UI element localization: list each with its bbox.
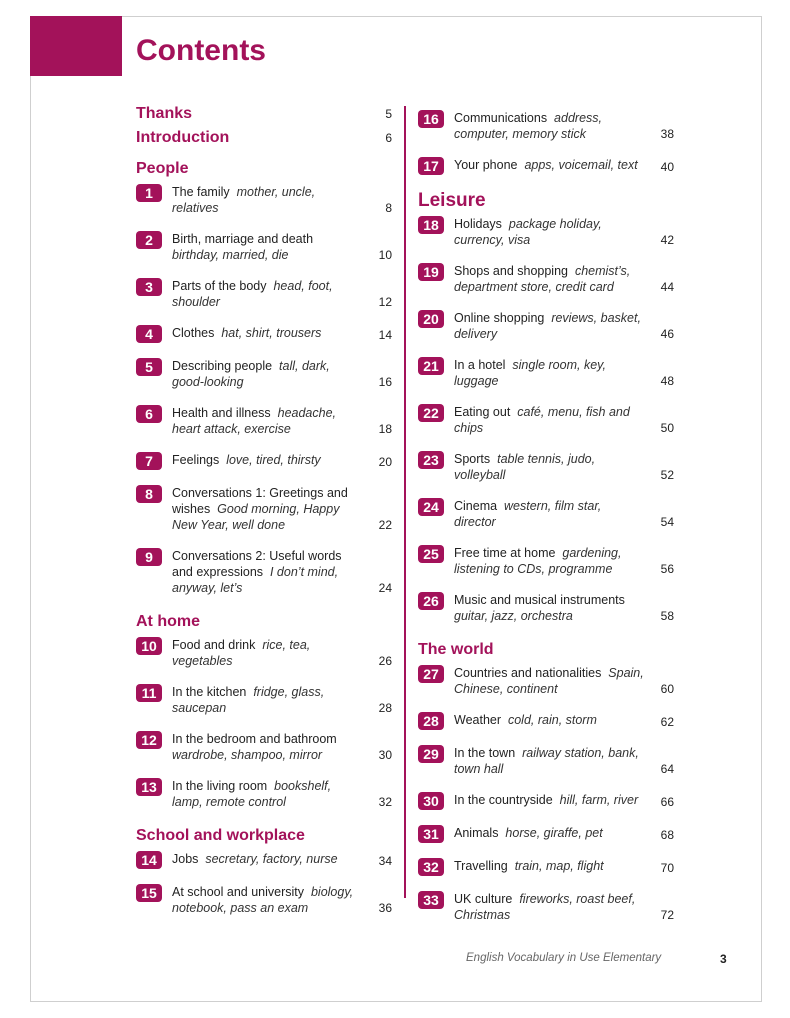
- unit-description: [454, 263, 674, 295]
- unit-title: In the living room: [172, 779, 268, 793]
- unit-keywords: railway station, bank, town hall: [454, 746, 639, 776]
- unit-list-people: [136, 184, 392, 596]
- unit-number-badge: 33: [418, 891, 444, 909]
- contents-item-introduction[interactable]: Introduction 6: [136, 129, 392, 146]
- unit-description: [172, 184, 392, 216]
- unit-number-badge: 29: [418, 745, 444, 763]
- unit-number-badge: 31: [418, 825, 444, 843]
- unit-description: [454, 545, 674, 577]
- unit-page-number: 12: [378, 295, 392, 309]
- unit-number-badge: 3: [136, 278, 162, 296]
- unit-number-badge: 5: [136, 358, 162, 376]
- unit-keywords: chemist’s, department store, credit card: [454, 264, 631, 294]
- unit-keywords: western, film star, director: [454, 499, 602, 529]
- unit-list-leisure: [418, 216, 674, 624]
- contents-unit-5[interactable]: [136, 358, 392, 390]
- unit-page-number: 48: [660, 374, 674, 388]
- unit-number-badge: 30: [418, 792, 444, 810]
- contents-unit-29[interactable]: [418, 745, 674, 777]
- contents-unit-12[interactable]: [136, 731, 392, 763]
- contents-unit-21[interactable]: [418, 357, 674, 389]
- unit-description: [172, 548, 392, 596]
- unit-keywords: horse, giraffe, pet: [505, 826, 603, 840]
- unit-keywords: bookshelf, lamp, remote control: [172, 779, 332, 809]
- contents-unit-16[interactable]: [418, 110, 674, 142]
- unit-description: [172, 778, 392, 810]
- contents-unit-33[interactable]: [418, 891, 674, 923]
- contents-unit-18[interactable]: [418, 216, 674, 248]
- unit-page-number: 66: [660, 795, 674, 809]
- unit-page-number: 8: [385, 201, 392, 215]
- unit-keywords: rice, tea, vegetables: [172, 638, 311, 668]
- unit-title: Travelling: [454, 859, 508, 873]
- unit-number-badge: 26: [418, 592, 444, 610]
- unit-description: [454, 451, 674, 483]
- unit-description: [172, 325, 392, 343]
- unit-description: [172, 485, 392, 533]
- contents-unit-31[interactable]: [418, 825, 674, 843]
- unit-description: [454, 592, 674, 624]
- unit-page-number: 16: [378, 375, 392, 389]
- unit-keywords: café, menu, fish and chips: [454, 405, 630, 435]
- unit-description: [172, 684, 392, 716]
- unit-description: [172, 405, 392, 437]
- contents-item-thanks[interactable]: Thanks 5: [136, 105, 392, 122]
- unit-title: Eating out: [454, 405, 511, 419]
- unit-description: [172, 278, 392, 310]
- unit-keywords: table tennis, judo, volleyball: [454, 452, 596, 482]
- unit-page-number: 64: [660, 762, 674, 776]
- unit-keywords: address, computer, memory stick: [454, 111, 602, 141]
- contents-unit-22[interactable]: [418, 404, 674, 436]
- unit-keywords: head, foot, shoulder: [172, 279, 333, 309]
- unit-keywords: tall, dark, good-looking: [172, 359, 330, 389]
- unit-number-badge: 32: [418, 858, 444, 876]
- intro-list: [136, 102, 392, 150]
- unit-number-badge: 13: [136, 778, 162, 796]
- unit-title: Conversations 2: Useful words and expressions: [172, 549, 342, 579]
- contents-unit-19[interactable]: [418, 263, 674, 295]
- unit-description: [454, 891, 674, 923]
- unit-page-number: 10: [378, 248, 392, 262]
- section-heading-at-home: At home: [136, 613, 200, 630]
- unit-title: Birth, marriage and death: [172, 232, 314, 246]
- unit-description: [454, 792, 674, 810]
- unit-description: [454, 745, 674, 777]
- contents-unit-32[interactable]: [418, 858, 674, 876]
- unit-list-school-and-workplace: [136, 851, 392, 916]
- unit-title: Online shopping: [454, 311, 545, 325]
- contents-unit-17[interactable]: [418, 157, 674, 175]
- corner-tab: [30, 16, 122, 76]
- unit-description: [454, 310, 674, 342]
- unit-description: [454, 110, 674, 142]
- unit-description: [454, 216, 674, 248]
- unit-title: The family: [172, 185, 230, 199]
- unit-page-number: 18: [378, 422, 392, 436]
- footer-book-title: English Vocabulary in Use Elementary: [466, 952, 662, 964]
- contents-unit-15[interactable]: [136, 884, 392, 916]
- unit-description: [172, 851, 392, 869]
- unit-number-badge: 15: [136, 884, 162, 902]
- unit-keywords: birthday, married, die: [172, 248, 289, 262]
- contents-unit-23[interactable]: [418, 451, 674, 483]
- unit-list-people-continued: [418, 110, 674, 175]
- unit-number-badge: 7: [136, 452, 162, 470]
- unit-title: In the countryside: [454, 793, 553, 807]
- unit-title: Describing people: [172, 359, 273, 373]
- unit-title: In a hotel: [454, 358, 506, 372]
- unit-page-number: 24: [378, 581, 392, 595]
- contents-unit-14[interactable]: [136, 851, 392, 869]
- unit-title: At school and university: [172, 885, 305, 899]
- unit-keywords: hill, farm, river: [559, 793, 639, 807]
- contents-unit-27[interactable]: [418, 665, 674, 697]
- contents-unit-6[interactable]: [136, 405, 392, 437]
- unit-description: [172, 884, 392, 916]
- unit-number-badge: 21: [418, 357, 444, 375]
- unit-keywords: headache, heart attack, exercise: [172, 406, 337, 436]
- unit-title: Animals: [454, 826, 499, 840]
- unit-number-badge: 14: [136, 851, 162, 869]
- contents-unit-1[interactable]: [136, 184, 392, 216]
- unit-page-number: 46: [660, 327, 674, 341]
- unit-description: [172, 731, 392, 763]
- unit-keywords: secretary, factory, nurse: [205, 852, 338, 866]
- unit-page-number: 72: [660, 908, 674, 922]
- unit-page-number: 38: [660, 127, 674, 141]
- unit-number-badge: 25: [418, 545, 444, 563]
- unit-number-badge: 27: [418, 665, 444, 683]
- unit-page-number: 26: [378, 654, 392, 668]
- unit-title: Clothes: [172, 326, 215, 340]
- column-divider: [404, 106, 406, 898]
- unit-page-number: 44: [660, 280, 674, 294]
- contents-right-column: [418, 102, 674, 938]
- unit-title: Shops and shopping: [454, 264, 568, 278]
- unit-page-number: 50: [660, 421, 674, 435]
- contents-unit-4[interactable]: [136, 325, 392, 343]
- unit-title: Jobs: [172, 852, 199, 866]
- unit-page-number: 68: [660, 828, 674, 842]
- unit-page-number: 58: [660, 609, 674, 623]
- section-heading-leisure: Leisure: [418, 190, 486, 211]
- unit-keywords: wardrobe, shampoo, mirror: [172, 748, 323, 762]
- contents-unit-30[interactable]: [418, 792, 674, 810]
- contents-unit-25[interactable]: [418, 545, 674, 577]
- unit-title: Conversations 1: Greetings and wishes: [172, 486, 348, 516]
- unit-title: Holidays: [454, 217, 502, 231]
- unit-number-badge: 24: [418, 498, 444, 516]
- unit-keywords: package holiday, currency, visa: [454, 217, 602, 247]
- unit-page-number: 34: [378, 854, 392, 868]
- unit-keywords: Good morning, Happy New Year, well done: [172, 502, 340, 532]
- unit-page-number: 20: [378, 455, 392, 469]
- unit-number-badge: 6: [136, 405, 162, 423]
- unit-keywords: single room, key, luggage: [454, 358, 606, 388]
- contents-unit-28[interactable]: [418, 712, 674, 730]
- unit-number-badge: 12: [136, 731, 162, 749]
- unit-title: Feelings: [172, 453, 220, 467]
- unit-page-number: 28: [378, 701, 392, 715]
- unit-keywords: fireworks, roast beef, Christmas: [454, 892, 636, 922]
- unit-description: [172, 358, 392, 390]
- unit-list-at-home: [136, 637, 392, 810]
- unit-number-badge: 16: [418, 110, 444, 128]
- unit-keywords: love, tired, thirsty: [226, 453, 321, 467]
- unit-keywords: reviews, basket, delivery: [454, 311, 641, 341]
- unit-title: Countries and nationalities: [454, 666, 602, 680]
- contents-unit-24[interactable]: [418, 498, 674, 530]
- unit-description: [454, 825, 674, 843]
- unit-title: Free time at home: [454, 546, 556, 560]
- unit-number-badge: 19: [418, 263, 444, 281]
- unit-number-badge: 18: [418, 216, 444, 234]
- unit-keywords: apps, voicemail, text: [524, 158, 638, 172]
- unit-page-number: 32: [378, 795, 392, 809]
- unit-keywords: guitar, jazz, orchestra: [454, 609, 573, 623]
- unit-page-number: 36: [378, 901, 392, 915]
- unit-title: Parts of the body: [172, 279, 267, 293]
- unit-keywords: fridge, glass, saucepan: [172, 685, 325, 715]
- unit-page-number: 40: [660, 160, 674, 174]
- unit-number-badge: 10: [136, 637, 162, 655]
- contents-unit-11[interactable]: [136, 684, 392, 716]
- contents-left-column: [136, 102, 392, 931]
- unit-number-badge: 11: [136, 684, 162, 702]
- section-heading-school-and-workplace: School and workplace: [136, 827, 305, 844]
- unit-keywords: train, map, flight: [514, 859, 604, 873]
- unit-description: [172, 231, 392, 263]
- unit-title: In the town: [454, 746, 516, 760]
- unit-page-number: 62: [660, 715, 674, 729]
- unit-number-badge: 1: [136, 184, 162, 202]
- page-title: Contents: [136, 34, 266, 67]
- unit-title: In the bedroom and bathroom: [172, 732, 337, 746]
- unit-description: [454, 858, 674, 876]
- unit-list-the-world: [418, 665, 674, 923]
- unit-number-badge: 4: [136, 325, 162, 343]
- footer-page-number: 3: [720, 952, 727, 966]
- contents-unit-10[interactable]: [136, 637, 392, 669]
- unit-title: Food and drink: [172, 638, 256, 652]
- contents-unit-13[interactable]: [136, 778, 392, 810]
- unit-page-number: 42: [660, 233, 674, 247]
- unit-description: [454, 357, 674, 389]
- unit-keywords: cold, rain, storm: [507, 713, 597, 727]
- unit-number-badge: 28: [418, 712, 444, 730]
- unit-keywords: Spain, Chinese, continent: [454, 666, 644, 696]
- unit-description: [172, 637, 392, 669]
- unit-title: Cinema: [454, 499, 498, 513]
- contents-unit-9[interactable]: [136, 548, 392, 596]
- section-heading-people: People: [136, 160, 189, 177]
- unit-title: Weather: [454, 713, 502, 727]
- unit-description: [454, 157, 674, 175]
- unit-description: [172, 452, 392, 470]
- unit-number-badge: 2: [136, 231, 162, 249]
- unit-page-number: 52: [660, 468, 674, 482]
- unit-number-badge: 20: [418, 310, 444, 328]
- unit-page-number: 70: [660, 861, 674, 875]
- unit-keywords: biology, notebook, pass an exam: [172, 885, 354, 915]
- unit-description: [454, 665, 674, 697]
- unit-description: [454, 404, 674, 436]
- unit-number-badge: 9: [136, 548, 162, 566]
- unit-keywords: gardening, listening to CDs, programme: [454, 546, 622, 576]
- contents-unit-20[interactable]: [418, 310, 674, 342]
- unit-keywords: I don’t mind, anyway, let’s: [172, 565, 339, 595]
- unit-title: Music and musical instruments: [454, 593, 625, 607]
- unit-page-number: 30: [378, 748, 392, 762]
- unit-description: [454, 498, 674, 530]
- unit-keywords: mother, uncle, relatives: [172, 185, 316, 215]
- unit-page-number: 14: [378, 328, 392, 342]
- unit-title: In the kitchen: [172, 685, 247, 699]
- unit-number-badge: 22: [418, 404, 444, 422]
- unit-page-number: 60: [660, 682, 674, 696]
- unit-page-number: 22: [378, 518, 392, 532]
- section-heading-the-world: The world: [418, 641, 494, 658]
- contents-unit-3[interactable]: [136, 278, 392, 310]
- contents-unit-2[interactable]: [136, 231, 392, 263]
- unit-number-badge: 23: [418, 451, 444, 469]
- unit-keywords: hat, shirt, trousers: [221, 326, 322, 340]
- contents-unit-8[interactable]: [136, 485, 392, 533]
- unit-title: Sports: [454, 452, 491, 466]
- contents-unit-7[interactable]: [136, 452, 392, 470]
- unit-number-badge: 8: [136, 485, 162, 503]
- unit-title: UK culture: [454, 892, 513, 906]
- unit-description: [454, 712, 674, 730]
- unit-page-number: 54: [660, 515, 674, 529]
- unit-title: Communications: [454, 111, 548, 125]
- contents-unit-26[interactable]: [418, 592, 674, 624]
- unit-page-number: 56: [660, 562, 674, 576]
- unit-number-badge: 17: [418, 157, 444, 175]
- unit-title: Your phone: [454, 158, 518, 172]
- unit-title: Health and illness: [172, 406, 271, 420]
